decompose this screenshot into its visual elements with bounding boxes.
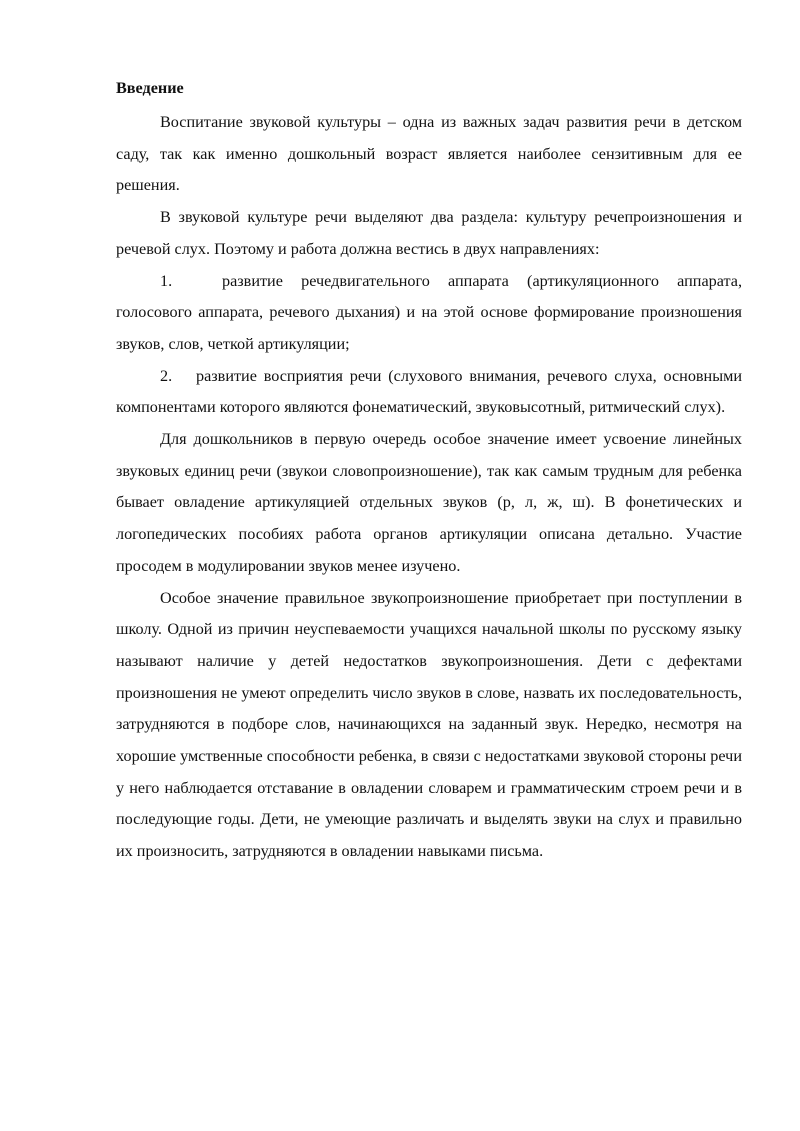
list-text-2: развитие восприятия речи (слухового внимания, речевого слуха, основными компонентами которого являются фонематический, звуковысотный, ритмический слух). bbox=[116, 366, 742, 417]
section-heading: Введение bbox=[116, 79, 184, 97]
list-text-1: развитие речедвигательного аппарата (артикуляционного аппарата, голосового аппарата, речевого дыхания) и на этой основе формирование произношения звуков, слов, четкой артикуляции; bbox=[116, 271, 742, 353]
paragraph-school: Особое значение правильное звукопроизношение приобретает при поступлении в школу. Одной из причин неуспеваемости учащихся начальной школы по русскому языку называют наличие у детей недостатков звукопроизношения. Дети с дефектами произношения не умеют определить число звуков в слове, назвать их последовательность, затрудняются в подборе слов, начинающихся на заданный звук. Нередко, несмотря на хорошие умственные способности ребенка, в связи с недостатками звуковой стороны речи у него наблюдается отставание в овладении словарем и грамматическим строем речи и в последующие годы. Дети, не умеющие различать и выделять звуки на слух и правильно их произносить, затрудняются в овладении навыками письма. bbox=[116, 588, 742, 861]
paragraph-sections: В звуковой культуре речи выделяют два раздела: культуру речепроизношения и речевой слух. Поэтому и работа должна вестись в двух направлениях: bbox=[116, 208, 742, 258]
list-number-2: 2. bbox=[160, 366, 173, 385]
paragraph-intro: Воспитание звуковой культуры – одна из важных задач развития речи в детском саду, так как именно дошкольный возраст является наиболее сензитивным для ее решения. bbox=[116, 113, 742, 195]
list-item-1 bbox=[116, 266, 742, 361]
list-item-2 bbox=[116, 361, 742, 424]
paragraph-preschoolers: Для дошкольников в первую очередь особое значение имеет усвоение линейных звуковых единиц речи (звукои словопроизношение), так как самым трудным для ребенка бывает овладение артикуляцией отдельных звуков (р, л, ж, ш). В фонетических и логопедических пособиях работа органов артикуляции описана детально. Участие просодем в модулировании звуков менее изучено. bbox=[116, 430, 742, 575]
list-number-1: 1. bbox=[160, 271, 173, 290]
